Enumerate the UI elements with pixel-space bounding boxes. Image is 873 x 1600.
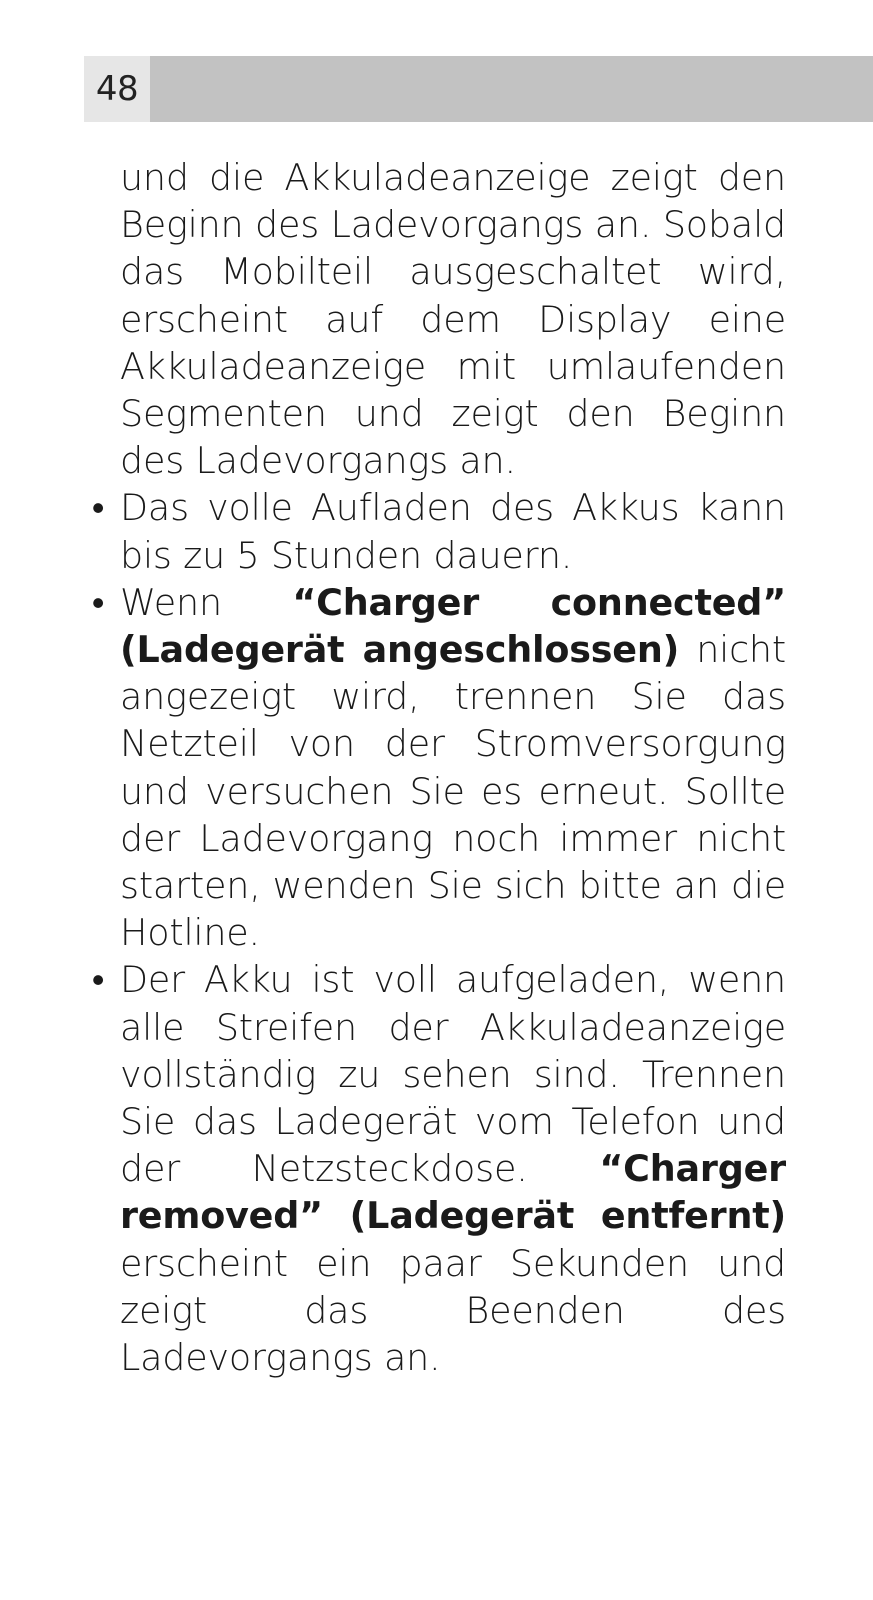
- bullet-text-lead: Wenn: [120, 580, 293, 624]
- bullet-text-rest: nicht angezeigt wird, trennen Sie das Netzteil von der Stromversorgung und versuchen Sie es erneut. Sollte der Ladevorgang noch immer nicht starten, wenden Sie sich bitte an die Hotline.: [120, 628, 786, 955]
- intro-paragraph: und die Akkuladeanzeige zeigt den Beginn des Ladevorgangs an. Sobald das Mobilteil ausgeschaltet wird, erscheint auf dem Display eine Akkuladeanzeige mit umlaufenden Segmenten und zeigt den Beginn des Ladevorgangs an.: [120, 156, 786, 483]
- bullet-icon: •: [91, 486, 105, 530]
- bullet-item-charger-connected: [91, 579, 787, 957]
- bullet-icon: •: [91, 580, 105, 624]
- bullet-text-bold: “Charger connected” (Ladegerät angeschlossen): [120, 580, 787, 672]
- bullet-text-lead: Der Akku ist voll aufgeladen, wenn alle Streifen der Akkuladeanzeige vollständig zu sehen sind. Trennen Sie das Ladegerät vom Telefon und der Netzsteckdose.: [120, 958, 786, 1191]
- bullet-text-bold: “Charger removed” (Ladegerät entfernt): [120, 1147, 786, 1238]
- bullet-item-fully-charged: [91, 956, 786, 1381]
- page-number: 48: [84, 56, 150, 122]
- page-content: [91, 154, 787, 1381]
- bullet-text-rest: erscheint ein paar Sekunden und zeigt das Beenden des Ladevorgangs an.: [120, 1241, 786, 1380]
- page-header-bar: [84, 56, 873, 122]
- bullet-item-charging-duration: [91, 484, 786, 578]
- bullet-icon: •: [91, 958, 105, 1002]
- bullet-text: Das volle Aufladen des Akkus kann bis zu 5 Stunden dauern.: [120, 486, 786, 577]
